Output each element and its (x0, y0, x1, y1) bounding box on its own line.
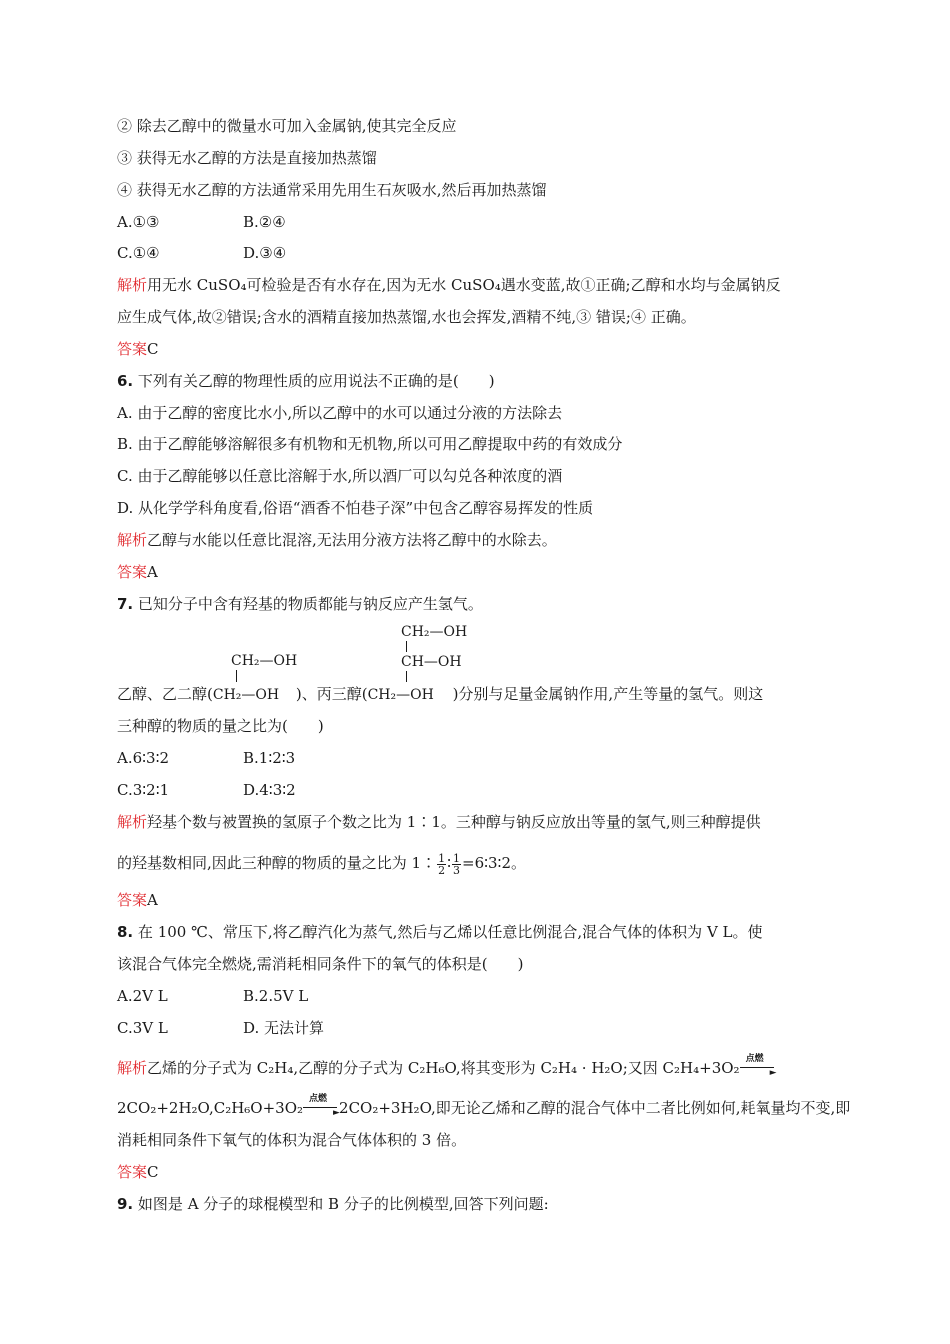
q7-option-b: B.1∶2∶3 (243, 749, 296, 767)
reaction-arrow-icon: 点燃 ► (740, 1059, 776, 1073)
q5-analysis-text-1: 用无水 CuSO₄可检验是否有水存在,因为无水 CuSO₄遇水变蓝,故①正确;乙醇和水均与金属钠反 (147, 276, 781, 294)
analysis-label: 解析 (117, 1059, 148, 1077)
q6-option-d: D. 从化学学科角度看,俗语“酒香不怕巷子深”中包含乙醇容易挥发的性质 (117, 499, 594, 517)
q7-stem (117, 594, 483, 614)
q7-analysis-line-1 (117, 812, 761, 832)
q8-option-d: D. 无法计算 (243, 1019, 325, 1037)
q5-answer (117, 339, 159, 359)
q6-analysis-text: 乙醇与水能以任意比混溶,无法用分液方法将乙醇中的水除去。 (147, 531, 557, 549)
q7-analysis-text-2: 的羟基数相同,因此三种醇的物质的量之比为 1∶ (117, 854, 437, 872)
q8-stem-line-1 (117, 922, 763, 942)
analysis-label: 解析 (117, 813, 148, 831)
q5-option-d: D.③④ (243, 244, 287, 262)
q5-option-c: C.①④ (117, 244, 160, 262)
q6-analysis (117, 530, 557, 550)
fraction-denominator: 2 (438, 863, 446, 877)
q7-stem-text: 已知分子中含有羟基的物质都能与钠反应产生氢气。 (137, 595, 483, 613)
q8-analysis-line-2 (117, 1094, 851, 1118)
q7-line-part-1: 乙醇、乙二醇( (117, 685, 213, 703)
q7-option-d: D.4∶3∶2 (243, 781, 296, 799)
analysis-label: 解析 (117, 531, 148, 549)
q7-number: 7. (117, 595, 134, 613)
q7-line-1 (117, 684, 763, 705)
answer-label: 答案 (117, 340, 148, 358)
fraction-denominator: 3 (453, 863, 460, 877)
q5-statement-3: ③ 获得无水乙醇的方法是直接加热蒸馏 (117, 149, 377, 167)
q6-option-a: A. 由于乙醇的密度比水小,所以乙醇中的水可以通过分液的方法除去 (117, 404, 563, 422)
glycol-bottom: CH₂—OH (212, 687, 280, 703)
q6-number: 6. (117, 372, 134, 390)
q6-option-b: B. 由于乙醇能够溶解很多有机物和无机物,所以可用乙醇提取中药的有效成分 (117, 435, 623, 453)
q5-statement-2: ② 除去乙醇中的微量水可加入金属钠,使其完全反应 (117, 117, 457, 135)
q5-option-b: B.②④ (243, 213, 286, 231)
q9-number: 9. (117, 1195, 134, 1213)
answer-label: 答案 (117, 1163, 148, 1181)
answer-label: 答案 (117, 563, 148, 581)
q7-analysis-text-2-end: =6∶3∶2。 (462, 854, 527, 872)
q6-option-c: C. 由于乙醇能够以任意比溶解于水,所以酒厂可以勾兑各种浓度的酒 (117, 467, 563, 485)
q7-line-part-3: )分别与足量金属钠作用,产生等量的氢气。则这 (452, 685, 764, 703)
q8-analysis-line-3: 消耗相同条件下氧气的体积为混合气体体积的 3 倍。 (117, 1131, 467, 1149)
glycol-bond (236, 670, 237, 682)
q7-answer (117, 890, 158, 910)
analysis-label: 解析 (117, 276, 148, 294)
glycerol-bottom: CH₂—OH (367, 687, 434, 703)
q8-stem-line-2: 该混合气体完全燃烧,需消耗相同条件下的氧气的体积是( ) (117, 955, 524, 973)
q8-analysis-text-1: 乙烯的分子式为 C₂H₄,乙醇的分子式为 C₂H₆O,将其变形为 C₂H₄ · H₂O;又因 C₂H₄+3O₂ (147, 1059, 740, 1077)
q5-answer-value: C (147, 340, 159, 358)
q8-option-b: B.2.5V L (243, 987, 309, 1005)
q7-option-c: C.3∶2∶1 (117, 781, 170, 799)
q8-answer-value: C (147, 1163, 159, 1181)
q7-option-a: A.6∶3∶2 (117, 749, 170, 767)
q5-analysis-line-1 (117, 275, 781, 295)
fraction-one-third (452, 853, 461, 876)
arrow-condition: 点燃 (745, 1054, 764, 1064)
q8-answer (117, 1162, 159, 1182)
q5-option-a: A.①③ (117, 213, 160, 231)
glycerol-top: CH₂—OH (401, 624, 468, 640)
q8-stem-text-1: 在 100 ℃、常压下,将乙醇汽化为蒸气,然后与乙烯以任意比例混合,混合气体的体积为 V L。使 (137, 923, 763, 941)
q7-line-2: 三种醇的物质的量之比为( ) (117, 717, 324, 735)
ratio-colon: ∶ (447, 854, 451, 872)
q7-answer-value: A (147, 891, 158, 909)
glycerol-bond-2 (406, 671, 407, 682)
q8-number: 8. (117, 923, 134, 941)
q9-stem-text: 如图是 A 分子的球棍模型和 B 分子的比例模型,回答下列问题: (137, 1195, 549, 1213)
q6-stem-text: 下列有关乙醇的物理性质的应用说法不正确的是( ) (137, 372, 495, 390)
q8-option-c: C.3V L (117, 1019, 168, 1037)
q8-analysis-text-2a: 2CO₂+2H₂O,C₂H₆O+3O₂ (117, 1099, 304, 1117)
q6-stem (117, 371, 495, 391)
answer-label: 答案 (117, 891, 148, 909)
fraction-numerator: 1 (453, 851, 460, 865)
q6-answer (117, 562, 158, 582)
q8-analysis-text-2b: 2CO₂+3H₂O,即无论乙烯和乙醇的混合气体中二者比例如何,耗氧量均不变,即 (339, 1099, 851, 1117)
arrow-condition: 点燃 (309, 1094, 328, 1104)
glycol-top: CH₂—OH (231, 653, 298, 669)
q7-analysis-text-1: 羟基个数与被置换的氢原子个数之比为 1∶1。三种醇与钠反应放出等量的氢气,则三种醇提供 (147, 813, 761, 831)
q5-statement-4: ④ 获得无水乙醇的方法通常采用先用生石灰吸水,然后再加热蒸馏 (117, 181, 547, 199)
q9-stem (117, 1194, 549, 1214)
reaction-arrow-icon: 点燃 ► (303, 1099, 339, 1113)
q6-answer-value: A (147, 563, 158, 581)
q8-option-a: A.2V L (117, 987, 168, 1005)
glycerol-mid: CH—OH (401, 654, 462, 670)
q5-analysis-line-2: 应生成气体,故②错误;含水的酒精直接加热蒸馏,水也会挥发,酒精不纯,③ 错误;④ 正确。 (117, 308, 696, 326)
fraction-numerator: 1 (438, 851, 446, 865)
q7-analysis-line-2 (117, 850, 526, 876)
glycerol-bond-1 (406, 641, 407, 652)
fraction-one-half (437, 853, 446, 876)
q8-analysis-line-1 (117, 1054, 777, 1078)
q7-line-part-2: )、丙三醇( (295, 685, 368, 703)
